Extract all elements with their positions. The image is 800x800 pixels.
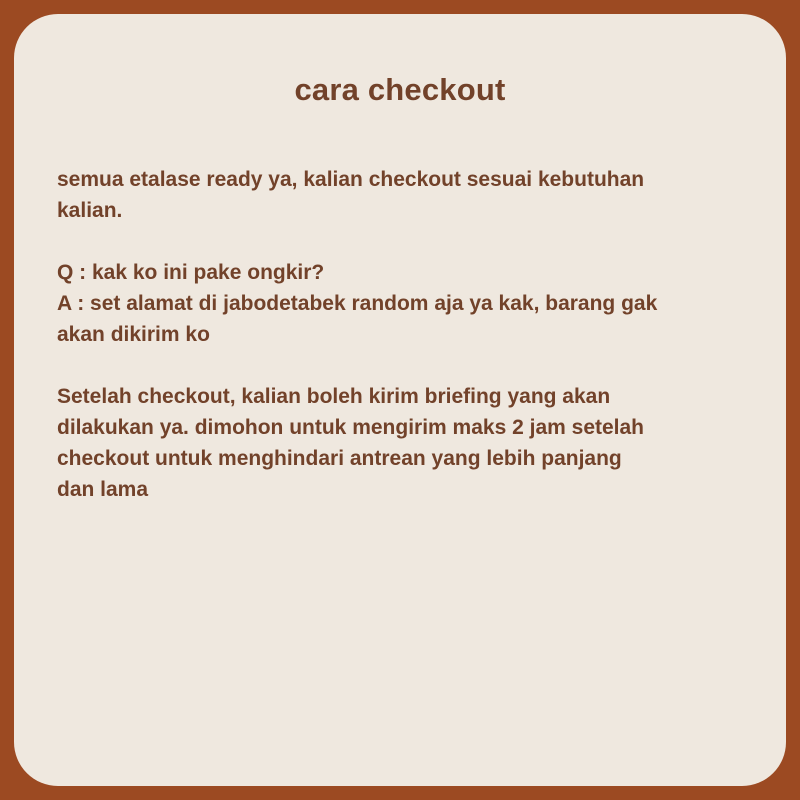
faq-answer-line-1: A : set alamat di jabodetabek random aja ya kak, barang gak [57,292,658,315]
intro-paragraph [57,164,757,226]
after-checkout-line-4: dan lama [57,478,149,501]
after-checkout-paragraph [57,381,757,505]
after-checkout-line-2: dilakukan ya. dimohon untuk mengirim maks 2 jam setelah [57,416,645,439]
page-title: cara checkout [294,72,506,107]
instructions-body [57,164,757,536]
faq-paragraph [57,257,757,350]
intro-line-1: semua etalase ready ya, kalian checkout sesuai kebutuhan [57,168,645,191]
intro-line-2: kalian. [57,199,123,222]
after-checkout-line-3: checkout untuk menghindari antrean yang lebih panjang [57,447,622,470]
info-card [14,14,786,786]
after-checkout-line-1: Setelah checkout, kalian boleh kirim briefing yang akan [57,385,611,408]
faq-question: Q : kak ko ini pake ongkir? [57,261,325,284]
faq-answer-line-2: akan dikirim ko [57,323,210,346]
